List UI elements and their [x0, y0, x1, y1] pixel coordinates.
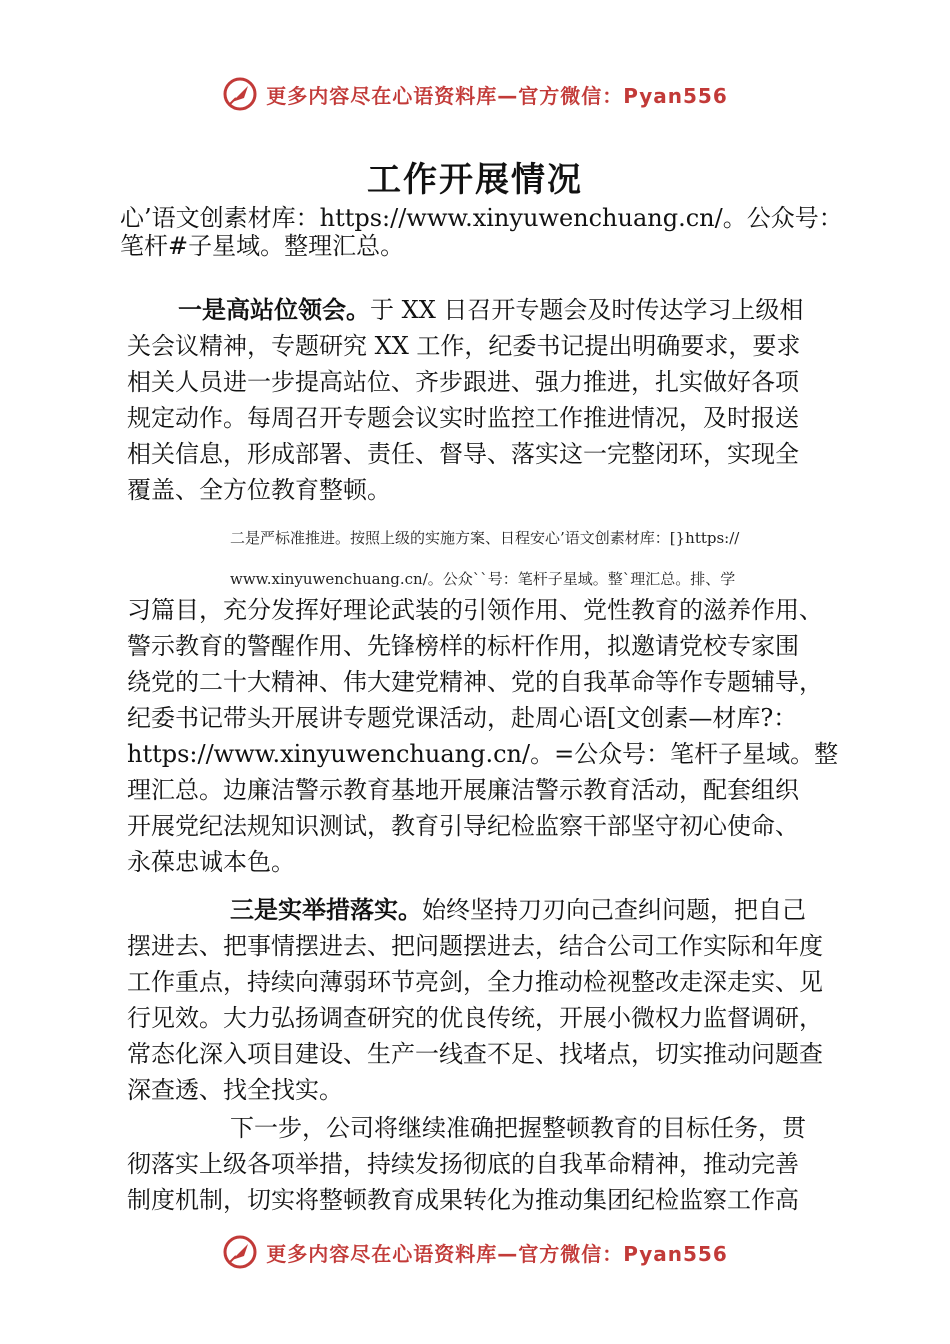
- paragraph-line: 行见效。大力弘扬调查研究的优良传统，开展小微权力监督调研，: [127, 1004, 823, 1032]
- section-text: 于 XX 日召开专题会及时传达学习上级相: [370, 296, 804, 324]
- paragraph-line: 绕党的二十大精神、伟大建党精神、党的自我革命等作专题辅导，: [127, 668, 823, 696]
- paragraph-line: https://www.xinyuwenchuang.cn/。=公众号：笔杆子星域。整: [127, 740, 839, 768]
- paragraph-line: 制度机制，切实将整顿教育成果转化为推动集团纪检监察工作高: [127, 1186, 799, 1214]
- paragraph-line: 相关人员进一步提高站位、齐步跟进、强力推进，扎实做好各项: [127, 368, 799, 396]
- paragraph-line: 习篇目，充分发挥好理论武装的引领作用、党性教育的滋养作用、: [127, 596, 823, 624]
- section-lead-heading: 三是实举措落实。: [230, 896, 422, 924]
- paragraph-line: 相关信息，形成部署、责任、督导、落实这一完整闭环，实现全: [127, 440, 799, 468]
- paragraph-line: 彻落实上级各项举措，持续发扬彻底的自我革命精神，推动完善: [127, 1150, 799, 1178]
- section-text: 始终坚持刀刃向己查纠问题，把自己: [422, 896, 806, 924]
- watermark-banner-top: [0, 72, 950, 116]
- watermark-text: 更多内容尽在心语资料库—官方微信：Pyan556: [266, 1241, 728, 1266]
- paragraph-line: 规定动作。每周召开专题会议实时监控工作推进情况，及时报送: [127, 404, 799, 432]
- paragraph-line: 永葆忠诚本色。: [127, 848, 295, 876]
- small-paragraph-line: 二是严标准推进。按照上级的实施方案、日程安心’语文创素材库：[}https://: [230, 529, 740, 547]
- feather-pen-logo-icon: [222, 1234, 258, 1270]
- small-paragraph-line: www.xinyuwenchuang.cn/。公众``号：笔杆子星域。整`理汇总。排、学: [230, 570, 736, 588]
- paragraph-line: 关会议精神，专题研究 XX 工作，纪委书记提出明确要求，要求: [127, 332, 801, 360]
- paragraph-line: 深查透、找全找实。: [127, 1076, 343, 1104]
- paragraph-line: [178, 292, 803, 329]
- watermark-banner-bottom: [0, 1230, 950, 1274]
- paragraph-line: 摆进去、把事情摆进去、把问题摆进去，结合公司工作实际和年度: [127, 932, 823, 960]
- source-line: 笔杆#子星域。整理汇总。: [120, 232, 405, 260]
- document-title: 工作开展情况: [367, 160, 583, 200]
- paragraph-line: 覆盖、全方位教育整顿。: [127, 476, 391, 504]
- paragraph-line: 常态化深入项目建设、生产一线查不足、找堵点，切实推动问题查: [127, 1040, 823, 1068]
- paragraph-line: 工作重点，持续向薄弱环节亮剑，全力推动检视整改走深走实、见: [127, 968, 823, 996]
- paragraph-line: [230, 892, 806, 929]
- section-lead-heading: 一是高站位领会。: [178, 296, 370, 324]
- source-line: 心’语文创素材库：https://www.xinyuwenchuang.cn/。公众号：: [120, 204, 843, 232]
- feather-pen-logo-icon: [222, 76, 258, 112]
- paragraph-line: 开展党纪法规知识测试，教育引导纪检监察干部坚守初心使命、: [127, 812, 799, 840]
- paragraph-line: 下一步，公司将继续准确把握整顿教育的目标任务，贯: [230, 1114, 806, 1142]
- paragraph-line: 理汇总。边廉洁警示教育基地开展廉洁警示教育活动，配套组织: [127, 776, 799, 804]
- paragraph-line: 纪委书记带头开展讲专题党课活动，赴周心语[文创素—材库?：: [127, 704, 798, 732]
- watermark-text: 更多内容尽在心语资料库—官方微信：Pyan556: [266, 83, 728, 108]
- paragraph-line: 警示教育的警醒作用、先锋榜样的标杆作用，拟邀请党校专家围: [127, 632, 799, 660]
